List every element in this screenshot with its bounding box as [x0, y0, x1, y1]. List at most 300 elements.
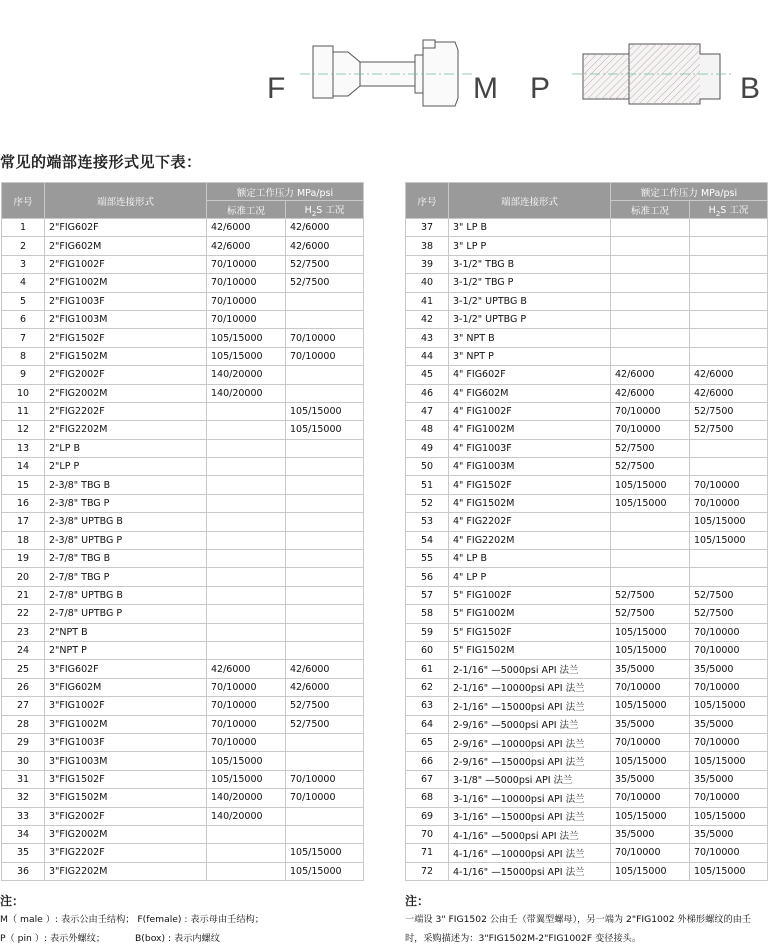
cell-h2s — [286, 531, 364, 549]
cell-no: 25 — [2, 660, 45, 678]
cell-h2s: 52/7500 — [690, 421, 768, 439]
cell-form: 4" FIG1002M — [449, 421, 611, 439]
table-row — [2, 292, 364, 310]
cell-no: 3 — [2, 255, 45, 273]
cell-standard: 140/20000 — [207, 789, 286, 807]
cell-h2s: 105/15000 — [286, 402, 364, 420]
cell-standard — [611, 255, 690, 273]
cell-h2s: 42/6000 — [286, 660, 364, 678]
col-header-no: 序号 — [406, 183, 449, 219]
cell-form: 3-1/16" —10000psi API 法兰 — [449, 789, 611, 807]
cell-h2s: 52/7500 — [286, 715, 364, 733]
cell-h2s: 35/5000 — [690, 715, 768, 733]
cell-h2s — [286, 366, 364, 384]
cell-standard: 70/10000 — [207, 715, 286, 733]
cell-standard: 70/10000 — [207, 292, 286, 310]
cell-no: 12 — [2, 421, 45, 439]
cell-form: 4-1/16" —5000psi API 法兰 — [449, 825, 611, 843]
note-title-left: 注： — [0, 894, 25, 908]
cell-standard — [611, 550, 690, 568]
cell-form: 5" FIG1002F — [449, 586, 611, 604]
cell-no: 58 — [406, 605, 449, 623]
cell-no: 10 — [2, 384, 45, 402]
cell-no: 72 — [406, 862, 449, 880]
cell-no: 20 — [2, 568, 45, 586]
cell-form: 2-7/8" TBG B — [45, 550, 207, 568]
cell-h2s: 52/7500 — [286, 697, 364, 715]
table-row — [2, 568, 364, 586]
cell-h2s — [286, 513, 364, 531]
cell-h2s — [286, 494, 364, 512]
table-row — [406, 384, 768, 402]
table-row — [2, 255, 364, 273]
cell-no: 53 — [406, 513, 449, 531]
cell-form: 3" LP B — [449, 219, 611, 237]
cell-no: 50 — [406, 458, 449, 476]
cell-form: 4" FIG1002F — [449, 402, 611, 420]
label-b: B — [740, 72, 761, 105]
cell-standard: 35/5000 — [611, 825, 690, 843]
table-row — [406, 476, 768, 494]
cell-standard: 70/10000 — [611, 678, 690, 696]
table-row — [2, 274, 364, 292]
table-row — [406, 366, 768, 384]
cell-h2s: 35/5000 — [690, 660, 768, 678]
table-row — [406, 494, 768, 512]
cell-standard: 105/15000 — [207, 329, 286, 347]
cell-h2s — [690, 255, 768, 273]
table-row — [2, 513, 364, 531]
table-row — [406, 733, 768, 751]
cell-standard — [207, 421, 286, 439]
cell-standard: 35/5000 — [611, 715, 690, 733]
cell-h2s: 105/15000 — [690, 807, 768, 825]
cell-no: 68 — [406, 789, 449, 807]
cell-standard: 35/5000 — [611, 770, 690, 788]
section-heading: 常见的端部连接形式见下表： — [0, 153, 202, 171]
table-row — [2, 733, 364, 751]
table-row — [2, 550, 364, 568]
cell-no: 52 — [406, 494, 449, 512]
cell-h2s — [286, 458, 364, 476]
cell-standard — [207, 641, 286, 659]
cell-h2s — [286, 384, 364, 402]
cell-h2s: 70/10000 — [690, 733, 768, 751]
cell-form: 3"FIG2202M — [45, 862, 207, 880]
cell-standard: 70/10000 — [207, 310, 286, 328]
cell-h2s: 52/7500 — [690, 605, 768, 623]
col-header-pressure: 额定工作压力 MPa/psi — [207, 183, 364, 201]
label-f: F — [267, 72, 286, 105]
cell-h2s: 105/15000 — [690, 752, 768, 770]
table-row — [406, 531, 768, 549]
table-row — [406, 862, 768, 880]
cell-standard: 70/10000 — [207, 733, 286, 751]
cell-form: 2"LP B — [45, 439, 207, 457]
cell-h2s: 70/10000 — [690, 494, 768, 512]
cell-h2s — [690, 347, 768, 365]
cell-standard — [611, 329, 690, 347]
cell-form: 5" FIG1502M — [449, 641, 611, 659]
cell-no: 17 — [2, 513, 45, 531]
cell-form: 2-3/8" UPTBG B — [45, 513, 207, 531]
union-female-collar — [313, 46, 333, 98]
cell-standard: 52/7500 — [611, 605, 690, 623]
cell-standard — [611, 310, 690, 328]
col-header-no: 序号 — [2, 183, 45, 219]
table-row — [2, 844, 364, 862]
cell-h2s — [690, 568, 768, 586]
table-row — [2, 641, 364, 659]
cell-form: 3" NPT B — [449, 329, 611, 347]
cell-no: 40 — [406, 274, 449, 292]
cell-h2s — [690, 292, 768, 310]
table-row — [406, 844, 768, 862]
cell-form: 2"FIG1002M — [45, 274, 207, 292]
cell-standard: 52/7500 — [611, 586, 690, 604]
cell-standard: 105/15000 — [611, 476, 690, 494]
cell-no: 45 — [406, 366, 449, 384]
table-row — [2, 476, 364, 494]
cell-form: 2"FIG1502M — [45, 347, 207, 365]
cell-standard — [207, 439, 286, 457]
cell-standard: 105/15000 — [207, 752, 286, 770]
cell-form: 4-1/16" —10000psi API 法兰 — [449, 844, 611, 862]
table-row — [2, 402, 364, 420]
cell-no: 61 — [406, 660, 449, 678]
cell-form: 4-1/16" —15000psi API 法兰 — [449, 862, 611, 880]
cell-no: 46 — [406, 384, 449, 402]
table-row — [2, 439, 364, 457]
cell-no: 7 — [2, 329, 45, 347]
cell-form: 2-3/8" TBG B — [45, 476, 207, 494]
union-wing-lug — [423, 40, 435, 48]
table-row — [2, 807, 364, 825]
cell-form: 3-1/8" —5000psi API 法兰 — [449, 770, 611, 788]
col-header-form: 端部连接形式 — [45, 183, 207, 219]
cell-no: 51 — [406, 476, 449, 494]
cell-no: 44 — [406, 347, 449, 365]
cell-h2s: 105/15000 — [690, 697, 768, 715]
table-row — [2, 421, 364, 439]
cell-h2s: 35/5000 — [690, 770, 768, 788]
table-row — [2, 605, 364, 623]
cell-h2s: 35/5000 — [690, 825, 768, 843]
table-row — [2, 458, 364, 476]
table-row — [2, 347, 364, 365]
table-row — [406, 697, 768, 715]
cell-form: 5" FIG1002M — [449, 605, 611, 623]
cell-no: 67 — [406, 770, 449, 788]
table-row — [2, 329, 364, 347]
cell-no: 1 — [2, 219, 45, 237]
cell-no: 55 — [406, 550, 449, 568]
cell-form: 3" NPT P — [449, 347, 611, 365]
cell-standard — [207, 586, 286, 604]
table-row — [406, 825, 768, 843]
cell-form: 3-1/2" UPTBG B — [449, 292, 611, 310]
cell-h2s — [286, 310, 364, 328]
cell-no: 49 — [406, 439, 449, 457]
cell-standard — [611, 347, 690, 365]
table-row — [406, 347, 768, 365]
cell-standard — [207, 458, 286, 476]
cell-form: 2-3/8" UPTBG P — [45, 531, 207, 549]
note-left-line1: M（ male ）: 表示公由壬结构； F(female) : 表示母由壬结构； — [0, 914, 264, 925]
cell-form: 4" LP P — [449, 568, 611, 586]
table-row — [2, 384, 364, 402]
cell-form: 4" FIG1003M — [449, 458, 611, 476]
note-right-line1: 一端设 3" FIG1502 公由壬（带翼型螺母），另一端为 2"FIG1002 外梯形螺纹的由壬 — [405, 914, 752, 925]
cell-standard — [207, 862, 286, 880]
cell-no: 42 — [406, 310, 449, 328]
table-row — [406, 439, 768, 457]
table-row — [2, 789, 364, 807]
table-row — [2, 660, 364, 678]
cell-form: 3-1/2" TBG B — [449, 255, 611, 273]
cell-h2s — [286, 641, 364, 659]
cell-form: 5" FIG1502F — [449, 623, 611, 641]
cell-no: 15 — [2, 476, 45, 494]
cell-h2s — [690, 329, 768, 347]
cell-no: 43 — [406, 329, 449, 347]
cell-form: 2-9/16" —5000psi API 法兰 — [449, 715, 611, 733]
cell-standard — [207, 402, 286, 420]
table-row — [406, 789, 768, 807]
cell-form: 3"FIG602M — [45, 678, 207, 696]
table-row — [406, 752, 768, 770]
cell-h2s — [286, 439, 364, 457]
cell-form: 3-1/2" UPTBG P — [449, 310, 611, 328]
table-row — [2, 715, 364, 733]
cell-standard: 70/10000 — [611, 421, 690, 439]
cell-no: 23 — [2, 623, 45, 641]
cell-form: 2"FIG2002M — [45, 384, 207, 402]
cell-standard: 70/10000 — [207, 678, 286, 696]
cell-standard — [611, 292, 690, 310]
note-right-line2: 时，采购描述为：3"FIG1502M-2"FIG1002F 变径接头。 — [405, 933, 642, 944]
cell-form: 2"FIG1002F — [45, 255, 207, 273]
cell-standard: 105/15000 — [611, 641, 690, 659]
cell-standard: 70/10000 — [207, 274, 286, 292]
cell-form: 2"FIG2002F — [45, 366, 207, 384]
cell-h2s: 105/15000 — [286, 844, 364, 862]
cell-h2s — [286, 605, 364, 623]
cell-standard — [207, 494, 286, 512]
table-row — [406, 605, 768, 623]
cell-form: 2"FIG1502F — [45, 329, 207, 347]
cell-no: 16 — [2, 494, 45, 512]
cell-no: 35 — [2, 844, 45, 862]
cell-standard: 105/15000 — [611, 623, 690, 641]
cell-h2s: 70/10000 — [286, 789, 364, 807]
cell-h2s — [286, 586, 364, 604]
cell-standard: 105/15000 — [611, 862, 690, 880]
cell-standard: 105/15000 — [207, 347, 286, 365]
cell-standard — [207, 568, 286, 586]
cell-no: 70 — [406, 825, 449, 843]
cell-no: 54 — [406, 531, 449, 549]
table-row — [406, 219, 768, 237]
cell-h2s: 52/7500 — [286, 255, 364, 273]
cell-h2s — [690, 237, 768, 255]
cell-no: 18 — [2, 531, 45, 549]
cell-standard: 70/10000 — [611, 789, 690, 807]
connection-table-left — [1, 182, 364, 881]
cell-h2s — [286, 807, 364, 825]
cell-h2s — [690, 550, 768, 568]
cell-standard: 42/6000 — [611, 366, 690, 384]
cell-standard: 70/10000 — [207, 697, 286, 715]
cell-form: 4" FIG1502F — [449, 476, 611, 494]
cell-standard: 105/15000 — [611, 807, 690, 825]
cell-no: 63 — [406, 697, 449, 715]
col-header-standard: 标准工况 — [611, 201, 690, 219]
table-row — [2, 310, 364, 328]
cell-h2s: 70/10000 — [690, 476, 768, 494]
table-row — [2, 862, 364, 880]
cell-h2s: 42/6000 — [690, 366, 768, 384]
table-row — [406, 807, 768, 825]
cell-h2s — [690, 310, 768, 328]
cell-form: 2-7/8" UPTBG B — [45, 586, 207, 604]
cell-standard: 70/10000 — [611, 733, 690, 751]
cell-no: 65 — [406, 733, 449, 751]
cell-no: 59 — [406, 623, 449, 641]
cell-form: 2-1/16" —10000psi API 法兰 — [449, 678, 611, 696]
cell-no: 4 — [2, 274, 45, 292]
union-drawing — [313, 40, 458, 106]
table-row — [2, 531, 364, 549]
table-row — [406, 770, 768, 788]
note-title-right: 注： — [405, 894, 430, 908]
cell-h2s — [286, 292, 364, 310]
cell-no: 9 — [2, 366, 45, 384]
cell-h2s — [690, 458, 768, 476]
cell-h2s — [690, 274, 768, 292]
cell-standard: 52/7500 — [611, 439, 690, 457]
cell-form: 2"NPT P — [45, 641, 207, 659]
cell-no: 41 — [406, 292, 449, 310]
table-row — [2, 678, 364, 696]
cell-form: 2"FIG602F — [45, 219, 207, 237]
cell-h2s — [690, 439, 768, 457]
cell-form: 3"FIG1003F — [45, 733, 207, 751]
cell-no: 66 — [406, 752, 449, 770]
cell-h2s: 70/10000 — [286, 347, 364, 365]
cell-h2s: 105/15000 — [690, 862, 768, 880]
cell-h2s: 70/10000 — [690, 844, 768, 862]
cell-h2s: 70/10000 — [690, 623, 768, 641]
cell-standard: 42/6000 — [207, 660, 286, 678]
cell-standard: 42/6000 — [207, 219, 286, 237]
cell-standard: 140/20000 — [207, 807, 286, 825]
label-p: P — [530, 72, 551, 105]
cell-no: 36 — [2, 862, 45, 880]
cell-form: 3"FIG1003M — [45, 752, 207, 770]
label-m: M — [473, 72, 498, 105]
cell-no: 27 — [2, 697, 45, 715]
cell-standard: 140/20000 — [207, 366, 286, 384]
cell-h2s — [286, 476, 364, 494]
cell-form: 3"FIG2202F — [45, 844, 207, 862]
cell-no: 13 — [2, 439, 45, 457]
col-header-h2s: $H_2S$ 工况 — [690, 201, 768, 219]
cell-no: 22 — [2, 605, 45, 623]
table-row — [406, 237, 768, 255]
cell-form: 3"FIG602F — [45, 660, 207, 678]
cell-standard: 70/10000 — [611, 402, 690, 420]
cell-form: 3"FIG1502M — [45, 789, 207, 807]
cell-form: 2"FIG2202M — [45, 421, 207, 439]
cell-h2s: 42/6000 — [286, 219, 364, 237]
cell-no: 28 — [2, 715, 45, 733]
cell-no: 71 — [406, 844, 449, 862]
cell-h2s: 52/7500 — [690, 586, 768, 604]
table-row — [2, 586, 364, 604]
cell-form: 2"LP P — [45, 458, 207, 476]
cell-no: 6 — [2, 310, 45, 328]
cell-h2s — [286, 825, 364, 843]
cell-no: 69 — [406, 807, 449, 825]
table-row — [406, 292, 768, 310]
cell-no: 62 — [406, 678, 449, 696]
cell-standard: 70/10000 — [611, 844, 690, 862]
cell-h2s — [286, 733, 364, 751]
cell-standard — [207, 825, 286, 843]
table-row — [406, 458, 768, 476]
cell-form: 2-7/8" TBG P — [45, 568, 207, 586]
cell-standard: 105/15000 — [611, 752, 690, 770]
table-row — [406, 715, 768, 733]
col-header-form: 端部连接形式 — [449, 183, 611, 219]
cell-h2s: 42/6000 — [286, 237, 364, 255]
table-row — [2, 237, 364, 255]
table-row — [406, 586, 768, 604]
cell-h2s: 52/7500 — [690, 402, 768, 420]
cell-no: 11 — [2, 402, 45, 420]
note-left-line2a: P（ pin ）: 表示外螺纹； — [0, 933, 106, 944]
cell-standard — [611, 531, 690, 549]
cell-form: 3-1/2" TBG P — [449, 274, 611, 292]
table-row — [406, 568, 768, 586]
cell-form: 2"FIG1003M — [45, 310, 207, 328]
cell-form: 2-9/16" —15000psi API 法兰 — [449, 752, 611, 770]
cell-h2s — [286, 550, 364, 568]
table-row — [2, 494, 364, 512]
cell-no: 19 — [2, 550, 45, 568]
cell-no: 29 — [2, 733, 45, 751]
table-row — [406, 310, 768, 328]
cell-standard — [611, 274, 690, 292]
cell-no: 14 — [2, 458, 45, 476]
cell-h2s: 52/7500 — [286, 274, 364, 292]
table-row — [406, 660, 768, 678]
table-row — [406, 255, 768, 273]
connection-table-right — [405, 182, 768, 881]
note-left-line2b: B(box) : 表示内螺纹 — [135, 933, 220, 944]
cell-no: 33 — [2, 807, 45, 825]
cell-no: 31 — [2, 770, 45, 788]
table-row — [406, 623, 768, 641]
col-header-pressure: 额定工作压力 MPa/psi — [611, 183, 768, 201]
cell-no: 2 — [2, 237, 45, 255]
table-row — [406, 678, 768, 696]
cell-no: 56 — [406, 568, 449, 586]
cell-no: 38 — [406, 237, 449, 255]
cell-standard: 35/5000 — [611, 660, 690, 678]
table-row — [2, 825, 364, 843]
